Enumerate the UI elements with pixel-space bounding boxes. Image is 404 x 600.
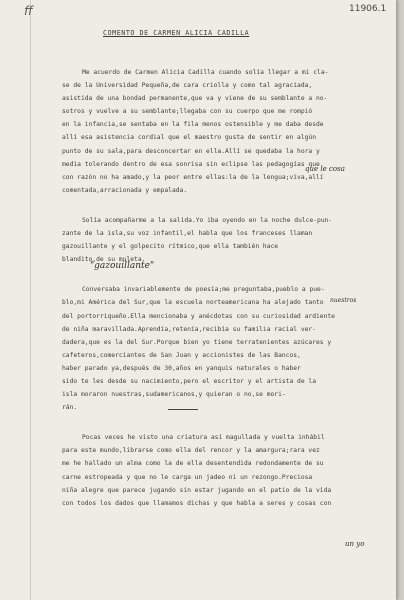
- text-line: punto de su sala,para desconcertar en ella.Allí se quedaba la hora y: [62, 147, 320, 155]
- text-line: del portorriqueño.Ella mencionaba y anécdotas con su curiosidad ardiente: [62, 312, 335, 320]
- text-line: blandito,de su muleta.: [62, 256, 146, 264]
- underline-mark: [168, 409, 198, 410]
- text-line: dadera,que es la del Sur.Porque bien yo tiene terratenientes azúcares y: [62, 338, 332, 346]
- text-line: de niña maravillada.Aprendía,retenía,recibía su familia racial ver-: [62, 325, 317, 333]
- text-line: comentada,arracionada y empalada.: [62, 186, 188, 194]
- text-line: allí esa asistencia cordial que el maestro gusta de sentir en algún: [62, 134, 317, 142]
- text-line: se de la Universidad Pequeña,de cara criolla y como tal agraciada,: [62, 82, 313, 90]
- text-line: asistida de una bondad permanente,que va y viene de su semblante a no-: [62, 95, 328, 103]
- text-line: rán.: [62, 404, 78, 412]
- text-line: haber parado ya,después de 30,años en yanquis naturales o haber: [62, 364, 301, 372]
- document-title: COMENTO DE CARMEN ALICIA CADILLA: [103, 29, 250, 37]
- text-line: para este mundo,librarse como ella del rencor y la amargura;rara vez: [62, 447, 320, 455]
- text-line: con todos los dados que llamamos dichas y que habla a seres y cosas con: [62, 499, 332, 507]
- text-line: gazouillante y el golpecito rítmico,que ella también hace: [62, 243, 279, 251]
- handwritten-annotation: que le cosa: [305, 165, 345, 173]
- paragraph-1: [62, 66, 382, 197]
- handwritten-insertion: "gazouillante": [90, 261, 155, 271]
- text-line: zante de la isla,su voz infantil,el habla que los franceses llaman: [62, 230, 313, 238]
- text-line: Me acuerdo de Carmen Alicia Cadilla cuando solía llegar a mi cla-: [82, 69, 329, 76]
- corner-handwritten-mark: ff: [24, 4, 33, 18]
- paragraph-2: [62, 214, 382, 266]
- paragraph-4: [62, 431, 382, 510]
- text-line: cafeteros,comerciantes de San Juan y accionistes de las Bancos,: [62, 351, 301, 359]
- page-number: 11906.1: [349, 4, 387, 14]
- text-line: Pocas veces he visto una criatura así magullada y vuelta inhábil: [82, 434, 325, 442]
- text-line: Solía acompañarme a la salida.Yo iba oyendo en la noche dulce-pun-: [82, 216, 333, 224]
- text-line: isla moraron nuestras,sudamericanos,y quieran o no,se mori-: [62, 391, 286, 399]
- page-fold-line: [30, 0, 31, 600]
- handwritten-annotation: nuestros: [330, 297, 357, 304]
- text-line: Conversaba invariablemente de poesía;me preguntaba,pueblo a pue-: [82, 286, 325, 294]
- text-line: en la infancia,se sentaba en la fila menos ostensible y me daba desde: [62, 121, 324, 129]
- text-line: con razón no ha amado,y la peor entre ellas:la de la lengua;viva,allí: [62, 173, 324, 181]
- text-line: me he hallado un alma como la de ella desentendida redondamente de su: [62, 460, 324, 468]
- handwritten-annotation: un yo: [345, 540, 365, 548]
- text-line: carne estropeada y que no le carga un jadeo ni un rezongo.Preciosa: [62, 473, 313, 481]
- text-line: sido te les desde su nacimiento,pero el escritor y el artista de la: [62, 377, 317, 385]
- text-line: niña alegre que parece jugando sin estar jugando en el patio de la vida: [62, 486, 332, 494]
- text-line: sotros y vuelve a su semblante;llegaba con su cuerpo que me rompió: [62, 108, 313, 116]
- text-line: blo,mi América del Sur,que la escuela norteamericana ha alejado tanto: [62, 299, 324, 307]
- text-line: media tolerando dentro de esa sonrisa sin eclipse las pedagogías que: [62, 160, 320, 168]
